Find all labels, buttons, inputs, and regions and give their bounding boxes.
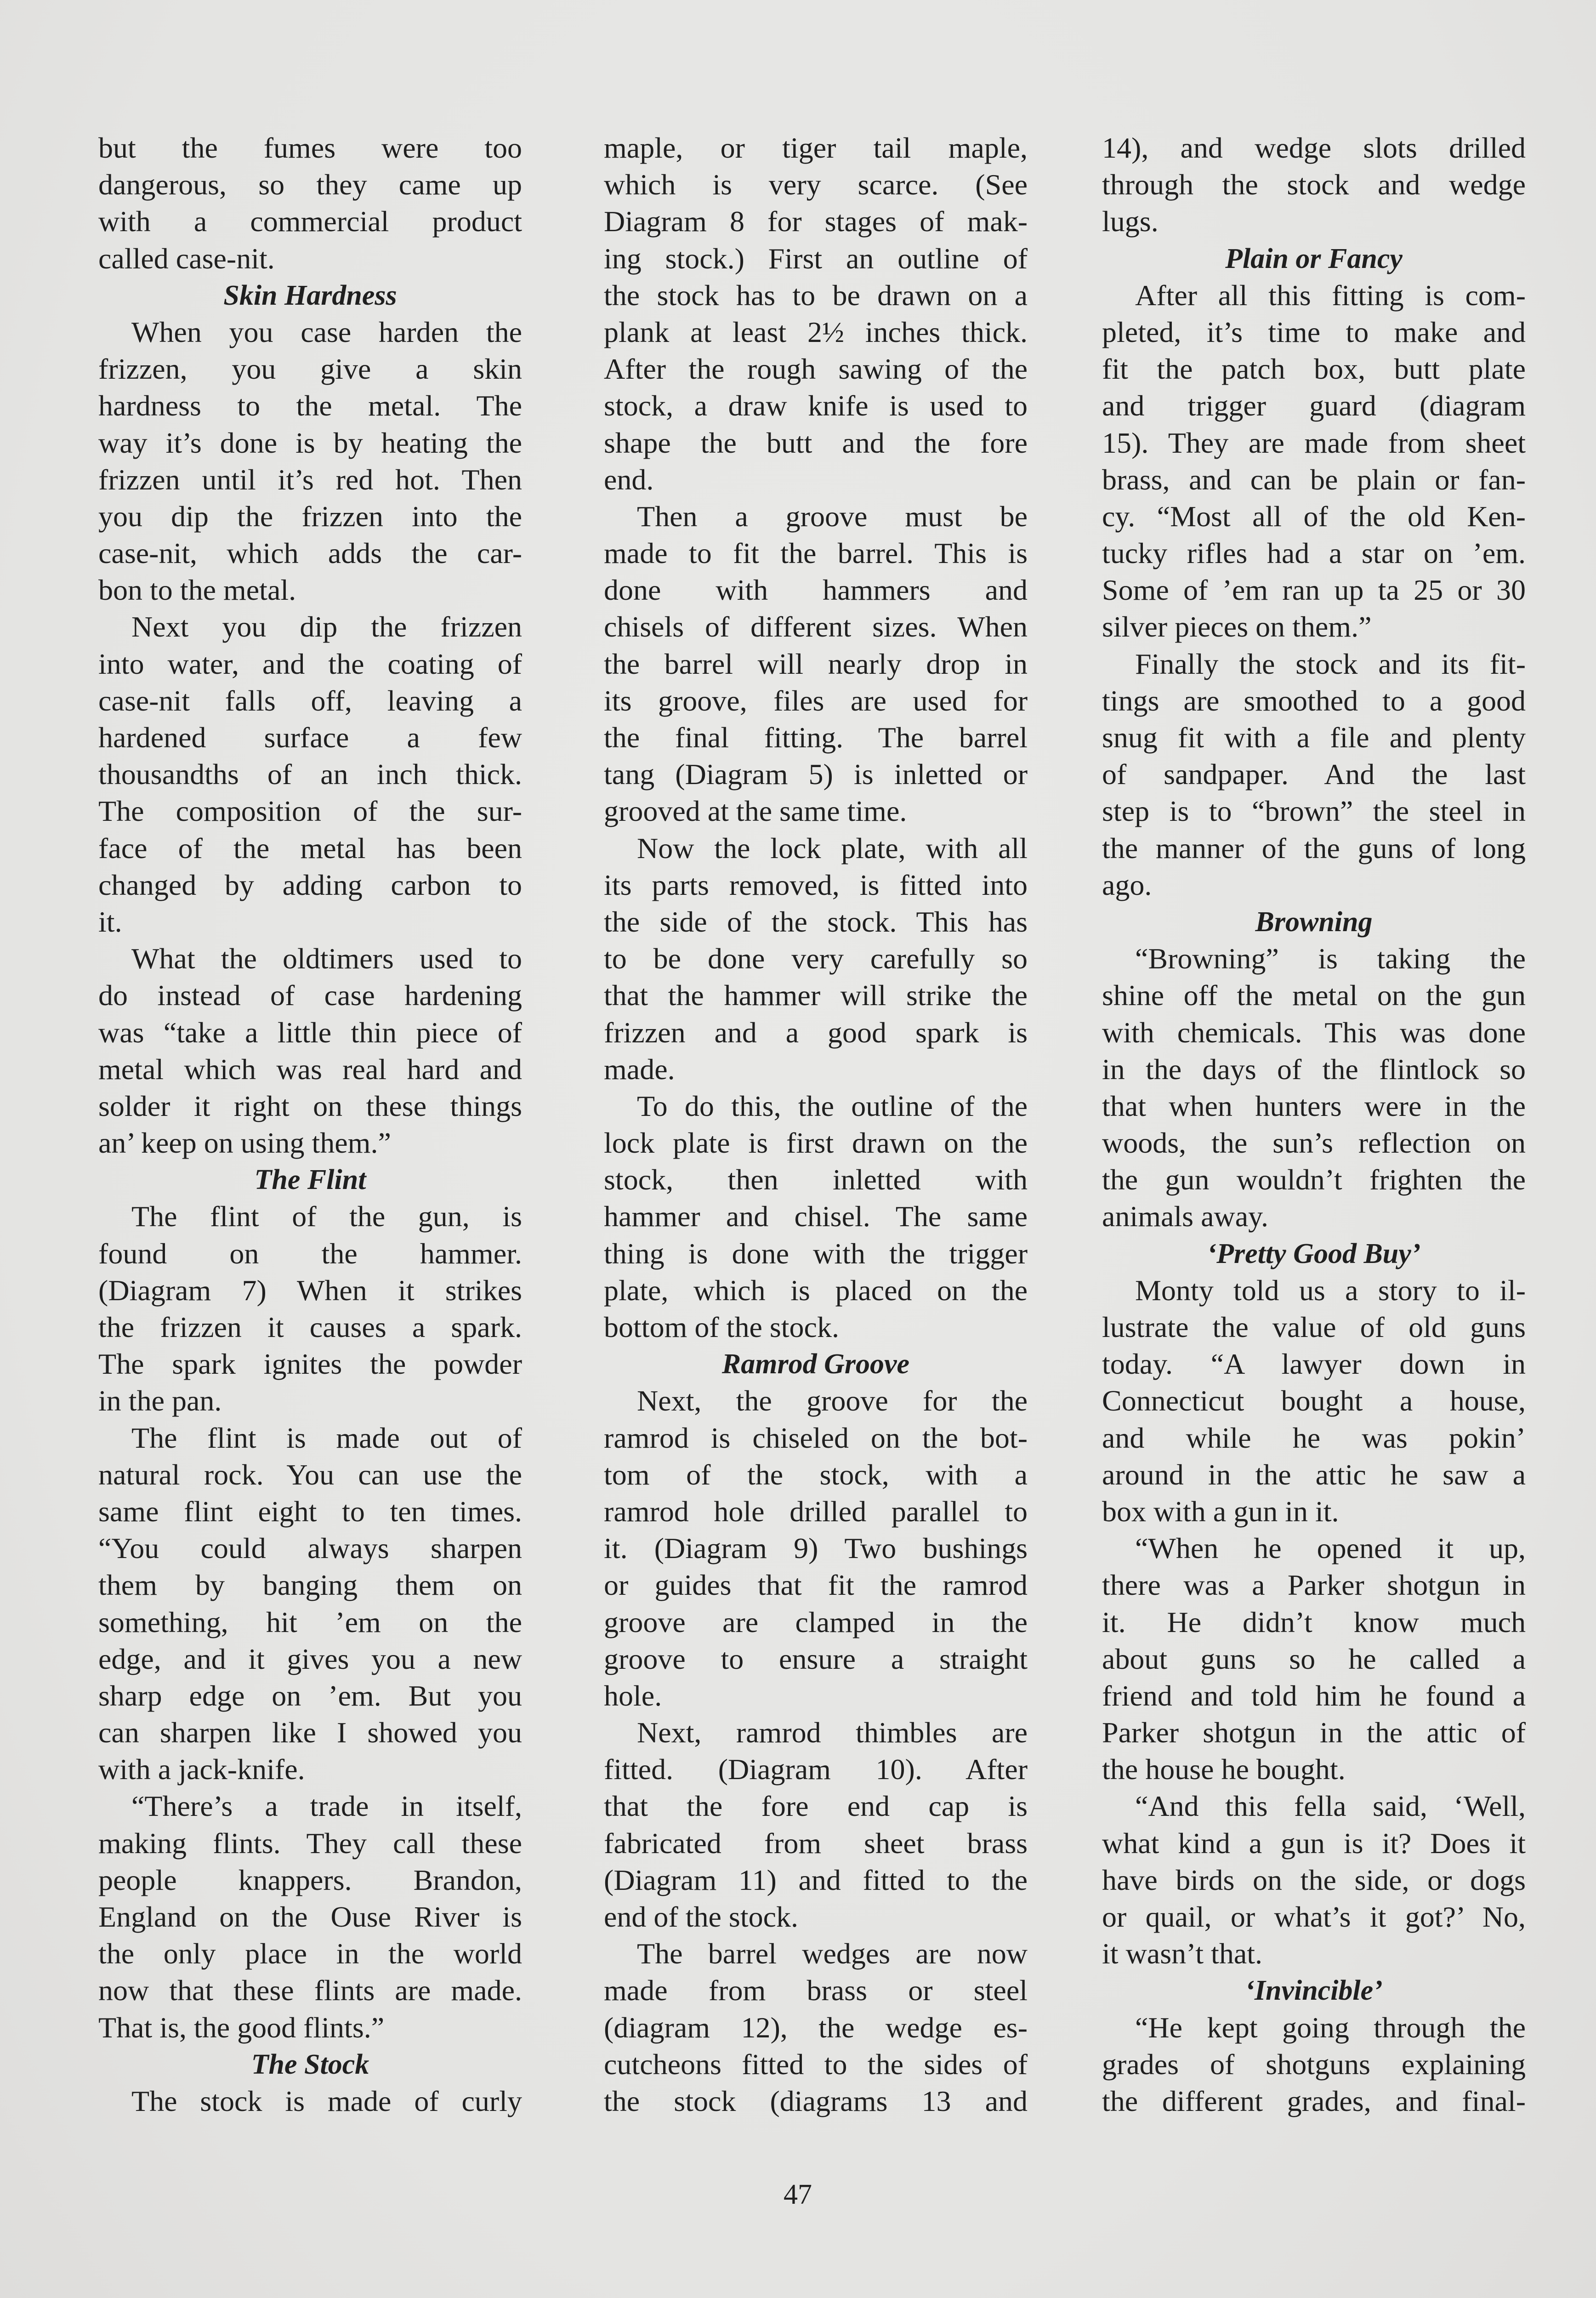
paragraph	[1102, 130, 1526, 240]
text-line: or quail, or what’s it got?’ No,	[1102, 1900, 1526, 1933]
text-line: lustrate the value of old guns	[1102, 1311, 1526, 1343]
text-line: hardness to the metal. The	[98, 389, 522, 422]
paragraph	[1102, 940, 1526, 1235]
text-line: now that these flints are made.	[98, 1974, 522, 2007]
text-line: 15). They are made from sheet	[1102, 426, 1526, 459]
text-line: the stock has to be drawn on a	[604, 279, 1028, 312]
text-line: After the rough sawing of the	[604, 353, 1028, 386]
paragraph	[1102, 2009, 1526, 2120]
text-line: tom of the stock, with a	[604, 1458, 1028, 1491]
text-line: Monty told us a story to il-	[1135, 1274, 1526, 1307]
text-column-2	[604, 130, 1028, 2120]
text-line: made from brass or steel	[604, 1974, 1028, 2007]
text-line: there was a Parker shotgun in	[1102, 1569, 1526, 1602]
text-line: “You could always sharpen	[98, 1532, 522, 1565]
text-line: made.	[604, 1052, 675, 1086]
paragraph	[604, 1714, 1028, 1935]
section-subhead: The Stock	[251, 2048, 369, 2080]
paragraph	[98, 314, 522, 609]
section-subhead: Ramrod Groove	[721, 1348, 910, 1380]
text-line: friend and told him he found a	[1102, 1679, 1526, 1712]
text-line: The flint of the gun, is	[131, 1200, 522, 1233]
text-line: the stock (diagrams 13 and	[604, 2084, 1028, 2117]
text-line: stock, then inletted with	[604, 1163, 1028, 1196]
paragraph	[98, 940, 522, 1161]
text-line: bon to the metal.	[98, 574, 296, 607]
text-line: to be done very carefully so	[604, 942, 1028, 975]
text-line: end.	[604, 463, 654, 496]
text-line: it. He didn’t know much	[1102, 1605, 1526, 1638]
text-line: stock, a draw knife is used to	[604, 389, 1028, 422]
text-line: solder it right on these things	[98, 1089, 522, 1122]
paragraph	[98, 2083, 522, 2120]
paragraph	[604, 498, 1028, 830]
text-line: tings are smoothed to a good	[1102, 684, 1526, 717]
text-line: “Browning” is taking the	[1135, 942, 1526, 975]
paragraph	[604, 1935, 1028, 2120]
paragraph	[98, 130, 522, 277]
text-line: Then a groove must be	[637, 500, 1028, 533]
text-line: hole.	[604, 1679, 662, 1712]
text-line: was “take a little thin piece of	[98, 1016, 522, 1049]
paragraph	[1102, 1272, 1526, 1530]
text-line: “And this fella said, ‘Well,	[1135, 1790, 1526, 1823]
text-line: people knappers. Brandon,	[98, 1863, 522, 1896]
text-line: The flint is made out of	[131, 1421, 522, 1454]
text-line: (Diagram 7) When it strikes	[98, 1274, 522, 1307]
text-line: way it’s done is by heating the	[98, 426, 522, 459]
text-line: the barrel will nearly drop in	[604, 647, 1028, 680]
text-line: that when hunters were in the	[1102, 1089, 1526, 1122]
text-line: that the hammer will strike the	[604, 979, 1028, 1012]
text-line: “There’s a trade in itself,	[131, 1790, 522, 1823]
text-line: what kind a gun is it? Does it	[1102, 1826, 1526, 1860]
text-line: in the days of the flintlock so	[1102, 1052, 1526, 1086]
text-line: of sandpaper. And the last	[1102, 758, 1526, 791]
text-line: but the fumes were too	[98, 131, 522, 164]
text-line: case-nit, which adds the car-	[98, 537, 522, 570]
text-line: plank at least 2½ inches thick.	[604, 315, 1028, 348]
paragraph	[604, 1382, 1028, 1714]
text-line: found on the hammer.	[98, 1237, 522, 1270]
text-line: with a jack-knife.	[98, 1753, 305, 1786]
text-line: (Diagram 11) and fitted to the	[604, 1863, 1028, 1896]
text-line: frizzen, you give a skin	[98, 353, 522, 386]
text-line: cy. “Most all of the old Ken-	[1102, 500, 1526, 533]
text-line: and trigger guard (diagram	[1102, 389, 1526, 422]
paragraph	[604, 1088, 1028, 1346]
text-line: That is, the good flints.”	[98, 2011, 385, 2044]
text-line: ramrod is chiseled on the bot-	[604, 1421, 1028, 1454]
text-line: case-nit falls off, leaving a	[98, 684, 522, 717]
text-line: groove to ensure a straight	[604, 1642, 1028, 1675]
text-line: have birds on the side, or dogs	[1102, 1863, 1526, 1896]
text-line: bottom of the stock.	[604, 1311, 839, 1343]
text-line: and while he was pokin’	[1102, 1421, 1526, 1454]
section-subhead: Plain or Fancy	[1225, 243, 1403, 274]
paragraph	[604, 830, 1028, 1088]
text-line: fitted. (Diagram 10). After	[604, 1753, 1028, 1786]
text-line: the gun wouldn’t frighten the	[1102, 1163, 1526, 1196]
text-line: Parker shotgun in the attic of	[1102, 1716, 1526, 1749]
text-line: silver pieces on them.”	[1102, 610, 1372, 643]
paragraph	[604, 130, 1028, 498]
section-subhead: Browning	[1255, 906, 1373, 938]
text-line: Next, ramrod thimbles are	[637, 1716, 1028, 1749]
text-line: around in the attic he saw a	[1102, 1458, 1526, 1491]
text-line: (diagram 12), the wedge es-	[604, 2011, 1028, 2044]
paragraph	[98, 1788, 522, 2046]
text-line: cutcheons fitted to the sides of	[604, 2048, 1028, 2081]
text-line: which is very scarce. (See	[604, 168, 1028, 201]
text-line: the only place in the world	[98, 1937, 522, 1970]
text-line: called case-nit.	[98, 242, 275, 275]
text-line: the house he bought.	[1102, 1753, 1346, 1786]
text-line: England on the Ouse River is	[98, 1900, 522, 1933]
text-line: step is to “brown” the steel in	[1102, 795, 1526, 828]
text-line: 14), and wedge slots drilled	[1102, 131, 1526, 164]
text-column-1	[98, 130, 522, 2120]
text-line: “When he opened it up,	[1135, 1532, 1526, 1565]
text-line: it wasn’t that.	[1102, 1937, 1262, 1970]
paragraph	[98, 1420, 522, 1788]
text-line: the side of the stock. This has	[604, 905, 1028, 938]
text-line: Now the lock plate, with all	[637, 831, 1028, 865]
text-line: Finally the stock and its fit-	[1135, 647, 1526, 680]
text-line: made to fit the barrel. This is	[604, 537, 1028, 570]
text-line: box with a gun in it.	[1102, 1495, 1339, 1528]
text-line: an’ keep on using them.”	[98, 1126, 391, 1160]
text-line: frizzen and a good spark is	[604, 1016, 1028, 1049]
text-line: the different grades, and final-	[1102, 2084, 1526, 2117]
text-line: Connecticut bought a house,	[1102, 1384, 1526, 1417]
text-line: into water, and the coating of	[98, 647, 522, 680]
page-number: 47	[784, 2179, 812, 2210]
text-line: its parts removed, is fitted into	[604, 868, 1028, 901]
text-line: its groove, files are used for	[604, 684, 1028, 717]
text-line: the manner of the guns of long	[1102, 831, 1526, 865]
text-line: making flints. They call these	[98, 1826, 522, 1860]
text-line: it. (Diagram 9) Two bushings	[604, 1532, 1028, 1565]
text-line: through the stock and wedge	[1102, 168, 1526, 201]
paragraph	[1102, 646, 1526, 904]
text-line: ago.	[1102, 868, 1152, 901]
text-line: the frizzen it causes a spark.	[98, 1311, 522, 1343]
text-line: Next you dip the frizzen	[131, 610, 522, 643]
text-line: hardened surface a few	[98, 721, 522, 754]
text-line: or guides that fit the ramrod	[604, 1569, 1028, 1602]
text-line: plate, which is placed on the	[604, 1274, 1028, 1307]
text-line: hammer and chisel. The same	[604, 1200, 1028, 1233]
text-line: with chemicals. This was done	[1102, 1016, 1526, 1049]
text-line: brass, and can be plain or fan-	[1102, 463, 1526, 496]
text-line: When you case harden the	[131, 315, 522, 348]
text-line: it.	[98, 905, 122, 938]
text-line: that the fore end cap is	[604, 1790, 1028, 1823]
text-line: lugs.	[1102, 205, 1159, 238]
text-line: groove are clamped in the	[604, 1605, 1028, 1638]
text-line: ing stock.) First an outline of	[604, 242, 1028, 275]
text-line: chisels of different sizes. When	[604, 610, 1028, 643]
text-line: The barrel wedges are now	[637, 1937, 1028, 1970]
paragraph	[98, 1198, 522, 1419]
text-line: What the oldtimers used to	[131, 942, 522, 975]
text-line: tang (Diagram 5) is inletted or	[604, 758, 1028, 791]
paragraph	[1102, 1530, 1526, 1788]
text-line: about guns so he called a	[1102, 1642, 1526, 1675]
text-line: something, hit ’em on the	[98, 1605, 522, 1638]
text-line: fabricated from sheet brass	[604, 1826, 1028, 1860]
text-line: them by banging them on	[98, 1569, 522, 1602]
text-line: dangerous, so they came up	[98, 168, 522, 201]
text-line: end of the stock.	[604, 1900, 798, 1933]
text-line: can sharpen like I showed you	[98, 1716, 522, 1749]
text-line: shape the butt and the fore	[604, 426, 1028, 459]
text-line: ramrod hole drilled parallel to	[604, 1495, 1028, 1528]
paragraph	[98, 609, 522, 940]
text-line: sharp edge on ’em. But you	[98, 1679, 522, 1712]
text-line: frizzen until it’s red hot. Then	[98, 463, 522, 496]
section-subhead: ‘Invincible’	[1245, 1975, 1383, 2007]
text-line: metal which was real hard and	[98, 1052, 522, 1086]
text-column-3	[1102, 130, 1526, 2120]
text-line: shine off the metal on the gun	[1102, 979, 1526, 1012]
paragraph	[1102, 1788, 1526, 1972]
text-line: lock plate is first drawn on the	[604, 1126, 1028, 1160]
text-line: thing is done with the trigger	[604, 1237, 1028, 1270]
text-line: fit the patch box, butt plate	[1102, 353, 1526, 386]
text-line: same flint eight to ten times.	[98, 1495, 522, 1528]
section-subhead: ‘Pretty Good Buy’	[1207, 1238, 1421, 1269]
text-line: changed by adding carbon to	[98, 868, 522, 901]
text-line: The spark ignites the powder	[98, 1348, 522, 1381]
text-line: face of the metal has been	[98, 831, 522, 865]
text-line: done with hammers and	[604, 574, 1028, 607]
paragraph	[1102, 277, 1526, 646]
text-line: natural rock. You can use the	[98, 1458, 522, 1491]
text-line: snug fit with a file and plenty	[1102, 721, 1526, 754]
text-line: “He kept going through the	[1135, 2011, 1526, 2044]
text-line: the final fitting. The barrel	[604, 721, 1028, 754]
text-line: you dip the frizzen into the	[98, 500, 522, 533]
text-line: maple, or tiger tail maple,	[604, 131, 1028, 164]
text-line: tucky rifles had a star on ’em.	[1102, 537, 1526, 570]
text-line: in the pan.	[98, 1384, 222, 1417]
text-line: animals away.	[1102, 1200, 1268, 1233]
section-subhead: The Flint	[254, 1164, 366, 1196]
text-line: pleted, it’s time to make and	[1102, 315, 1526, 348]
text-line: The composition of the sur-	[98, 795, 522, 828]
text-line: with a commercial product	[98, 205, 522, 238]
text-line: grooved at the same time.	[604, 795, 907, 828]
text-line: The stock is made of curly	[131, 2084, 522, 2117]
text-line: Next, the groove for the	[637, 1384, 1028, 1417]
text-line: grades of shotguns explaining	[1102, 2048, 1526, 2081]
text-line: woods, the sun’s reflection on	[1102, 1126, 1526, 1160]
text-line: Some of ’em ran up ta 25 or 30	[1102, 574, 1526, 607]
text-line: Diagram 8 for stages of mak-	[604, 205, 1028, 238]
section-subhead: Skin Hardness	[223, 279, 397, 311]
text-line: After all this fitting is com-	[1135, 279, 1526, 312]
text-line: To do this, the outline of the	[637, 1089, 1028, 1122]
text-line: do instead of case hardening	[98, 979, 522, 1012]
text-line: edge, and it gives you a new	[98, 1642, 522, 1675]
text-line: thousandths of an inch thick.	[98, 758, 522, 791]
text-line: today. “A lawyer down in	[1102, 1348, 1526, 1381]
